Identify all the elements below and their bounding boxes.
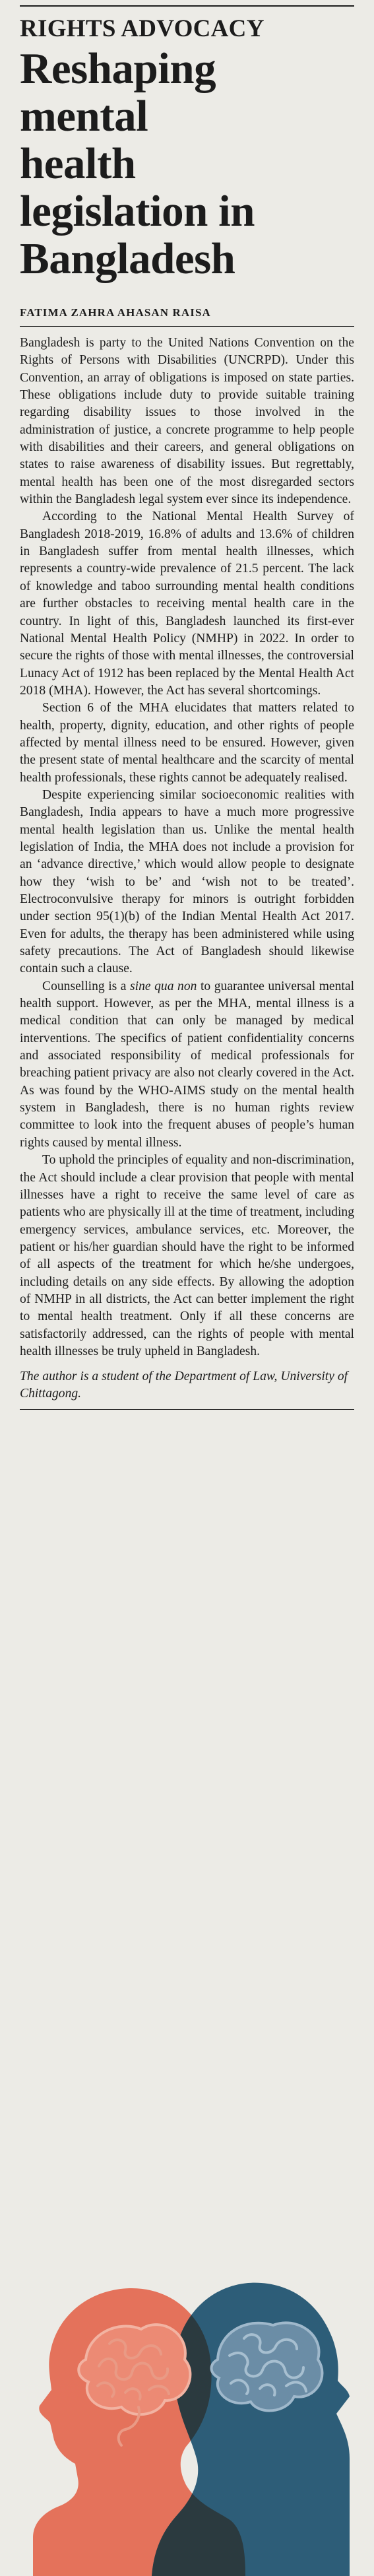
paragraph-text: Counselling is a: [42, 979, 131, 993]
headline-line: legislation in: [20, 187, 255, 236]
latin-term: sine qua non: [130, 979, 197, 993]
article-body: [20, 335, 354, 1360]
headline: [20, 45, 354, 282]
two-heads-brain-illustration: [20, 2261, 354, 2576]
footnote-divider: [20, 1409, 354, 1410]
byline: FATIMA ZAHRA AHASAN RAISA: [20, 306, 211, 319]
body-paragraph: [20, 978, 354, 1152]
headline-line: mental: [20, 92, 148, 141]
body-paragraph: According to the National Mental Health Survey of Bangladesh 2018-2019, 16.8% of adults and 13.6% of children in Bangladesh suffer from mental health illnesses, which represents a country-wide prevalence of 21.5 percent. The lack of knowledge and taboo surrounding mental health conditions are further obstacles to receiving mental health care in the country. In light of this, Bangladesh launched its first-ever National Mental Health Policy (NMHP) in 2022. In order to secure the rights of those with mental illnesses, the controversial Lunacy Act of 1912 has been replaced by the Mental Health Act 2018 (MHA). However, the Act has several shortcomings.: [20, 510, 354, 698]
body-paragraph: To uphold the principles of equality and non-discrimination, the Act should include a clear provision that people with mental illnesses have a right to receive the same level of care as patients who are physically ill at the time of treatment, including emergency services, ambulance services, etc. Moreover, the patient or his/her guardian should have the right to be informed of all aspects of the treatment for which he/she undergoes, including details on any side effects. By allowing the adoption of NMHP in all districts, the Act can better implement the right to mental health treatment. Only if all these concerns are satisfactorily addressed, can the rights of people with mental health illnesses be truly upheld in Bangladesh.: [20, 1153, 354, 1358]
top-rule: [20, 5, 354, 7]
headline-line: Reshaping: [20, 44, 216, 93]
body-paragraph: Bangladesh is party to the United Nations Convention on the Rights of Persons with Disabilities (UNCRPD). Under this Convention, an array of obligations is imposed on state parties. These obligations include duty to provide suitable training regarding disability issues to those involved in the administration of justice, a concrete programme to help people with disabilities and their careers, and general obligations on states to raise awareness of disability issues. But regrettably, mental health has been one of the most disregarded sectors within the Bangladesh legal system ever since its independence.: [20, 336, 354, 507]
body-paragraph: Despite experiencing similar socioeconomic realities with Bangladesh, India appears to have a much more progressive mental health legislation than us. Unlike the mental health legislation of India, the MHA does not include a provision for an ‘advance directive,’ which would allow people to designate how they ‘wish to be’ and ‘wish not to be treated’. Electroconvulsive therapy for minors is outright forbidden under section 95(1)(b) of the Indian Mental Health Act 2017. Even for adults, the therapy has been administered while using safety precautions. The Act of Bangladesh should likewise contain such a clause.: [20, 787, 354, 976]
headline-line: health: [20, 139, 136, 188]
section-kicker: RIGHTS ADVOCACY: [20, 15, 265, 42]
author-footnote: The author is a student of the Department of Law, University of Chittagong.: [20, 1370, 348, 1401]
body-paragraph: Section 6 of the MHA elucidates that matters related to health, property, dignity, education, and other rights of people affected by mental illness need to be ensured. However, given the present state of mental healthcare and the scarcity of mental health professionals, these rights cannot be adequately realised.: [20, 701, 354, 785]
byline-divider: [20, 326, 354, 327]
headline-line: Bangladesh: [20, 234, 235, 283]
paragraph-text: to guarantee universal mental health support. However, as per the MHA, mental illness is a medical condition that can only be managed by medical interventions. The specifics of patient confidentiality concerns and associated responsibility of medical professionals for breaching patient privacy are also not clearly covered in the Act. As was found by the WHO-AIMS study on the mental health system in Bangladesh, there is no human rights review committee to look into the frequent abuses of people’s human rights caused by mental illness.: [20, 979, 355, 1150]
